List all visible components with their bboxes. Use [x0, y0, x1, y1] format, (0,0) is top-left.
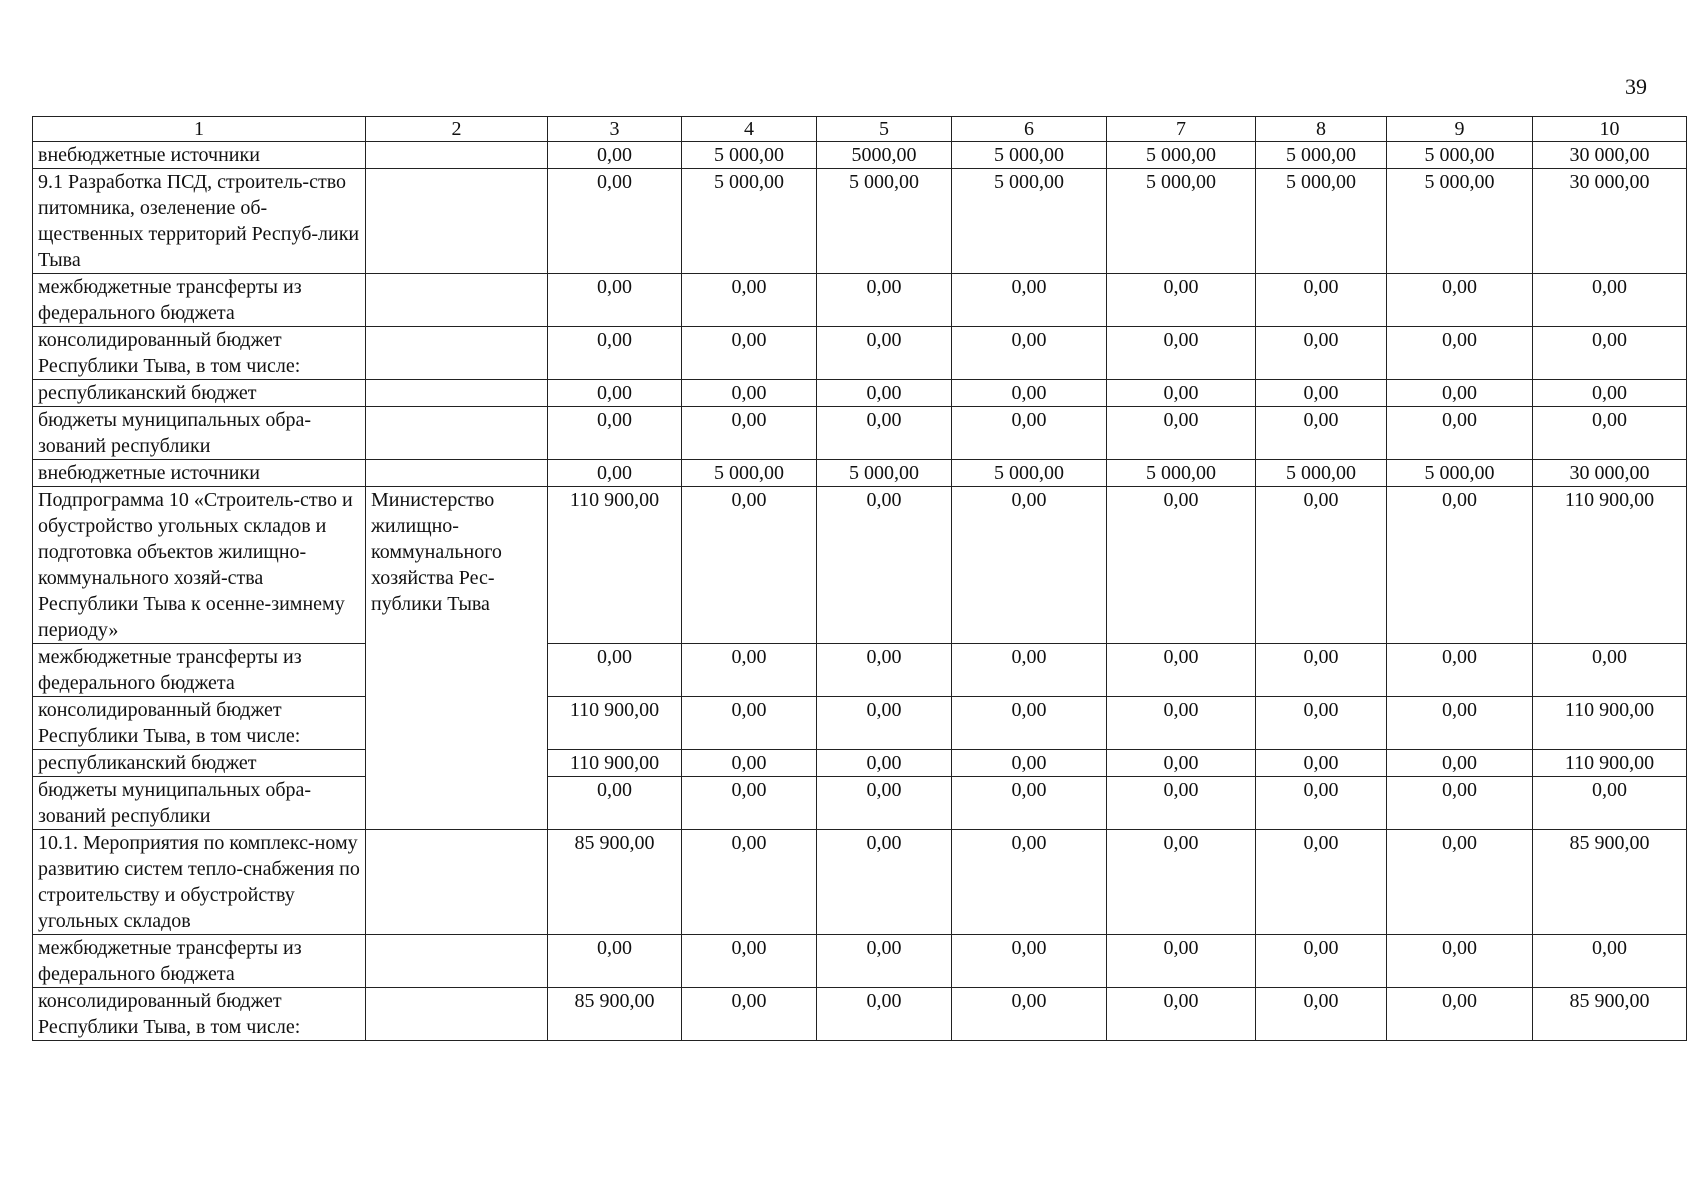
row-label: консолидированный бюджет Республики Тыва, в том числе:	[33, 988, 366, 1041]
value-cell: 0,00	[682, 644, 817, 697]
column-header: 9	[1387, 117, 1533, 142]
value-cell: 85 900,00	[1533, 988, 1687, 1041]
responsible-cell	[366, 169, 548, 274]
responsible-cell	[366, 274, 548, 327]
value-cell: 0,00	[1256, 750, 1387, 777]
value-cell: 110 900,00	[1533, 487, 1687, 644]
table-row	[33, 830, 1687, 935]
value-cell: 0,00	[1387, 327, 1533, 380]
value-cell: 0,00	[1107, 487, 1256, 644]
value-cell: 85 900,00	[548, 830, 682, 935]
row-label: консолидированный бюджет Республики Тыва, в том числе:	[33, 697, 366, 750]
table-row	[33, 644, 1687, 697]
value-cell: 0,00	[817, 935, 952, 988]
value-cell: 0,00	[1387, 487, 1533, 644]
responsible-cell	[366, 830, 548, 935]
table-row	[33, 380, 1687, 407]
value-cell: 0,00	[952, 777, 1107, 830]
value-cell: 0,00	[548, 644, 682, 697]
column-header: 1	[33, 117, 366, 142]
value-cell: 0,00	[682, 988, 817, 1041]
value-cell: 5 000,00	[1387, 460, 1533, 487]
value-cell: 0,00	[1107, 935, 1256, 988]
value-cell: 0,00	[1533, 274, 1687, 327]
value-cell: 0,00	[1533, 777, 1687, 830]
value-cell: 0,00	[817, 380, 952, 407]
value-cell: 0,00	[682, 327, 817, 380]
value-cell: 0,00	[952, 487, 1107, 644]
row-label: консолидированный бюджет Республики Тыва, в том числе:	[33, 327, 366, 380]
value-cell: 0,00	[548, 327, 682, 380]
value-cell: 0,00	[682, 407, 817, 460]
value-cell: 0,00	[548, 169, 682, 274]
value-cell: 5 000,00	[682, 169, 817, 274]
row-label: бюджеты муниципальных обра-зований республики	[33, 407, 366, 460]
value-cell: 0,00	[1387, 380, 1533, 407]
column-header: 2	[366, 117, 548, 142]
value-cell: 0,00	[1387, 644, 1533, 697]
table-row	[33, 750, 1687, 777]
value-cell: 0,00	[817, 487, 952, 644]
value-cell: 0,00	[952, 750, 1107, 777]
value-cell: 30 000,00	[1533, 460, 1687, 487]
table-row	[33, 169, 1687, 274]
value-cell: 5 000,00	[952, 142, 1107, 169]
value-cell: 110 900,00	[1533, 750, 1687, 777]
value-cell: 0,00	[1256, 380, 1387, 407]
value-cell: 0,00	[682, 697, 817, 750]
responsible-cell	[366, 380, 548, 407]
value-cell: 0,00	[1533, 380, 1687, 407]
value-cell: 0,00	[682, 750, 817, 777]
value-cell: 0,00	[817, 750, 952, 777]
value-cell: 0,00	[1387, 274, 1533, 327]
value-cell: 30 000,00	[1533, 142, 1687, 169]
value-cell: 0,00	[817, 274, 952, 327]
value-cell: 85 900,00	[1533, 830, 1687, 935]
value-cell: 0,00	[952, 935, 1107, 988]
value-cell: 0,00	[682, 830, 817, 935]
table-row	[33, 935, 1687, 988]
table-row	[33, 777, 1687, 830]
value-cell: 0,00	[952, 407, 1107, 460]
value-cell: 0,00	[1533, 644, 1687, 697]
value-cell: 0,00	[817, 407, 952, 460]
value-cell: 0,00	[1256, 935, 1387, 988]
value-cell: 0,00	[817, 697, 952, 750]
value-cell: 0,00	[1256, 274, 1387, 327]
value-cell: 0,00	[1107, 644, 1256, 697]
row-label: межбюджетные трансферты из федерального бюджета	[33, 644, 366, 697]
table-row	[33, 327, 1687, 380]
value-cell: 0,00	[1107, 777, 1256, 830]
row-label: бюджеты муниципальных обра-зований республики	[33, 777, 366, 830]
value-cell: 0,00	[1256, 988, 1387, 1041]
value-cell: 5 000,00	[1107, 460, 1256, 487]
value-cell: 0,00	[548, 460, 682, 487]
value-cell: 0,00	[1256, 487, 1387, 644]
column-number-row	[33, 117, 1687, 142]
budget-table	[32, 116, 1687, 1041]
value-cell: 0,00	[1256, 644, 1387, 697]
value-cell: 5 000,00	[682, 142, 817, 169]
value-cell: 5 000,00	[1256, 460, 1387, 487]
value-cell: 0,00	[1533, 407, 1687, 460]
value-cell: 0,00	[1107, 327, 1256, 380]
value-cell: 0,00	[952, 830, 1107, 935]
table-row	[33, 274, 1687, 327]
column-header: 8	[1256, 117, 1387, 142]
value-cell: 0,00	[1107, 380, 1256, 407]
value-cell: 0,00	[1107, 988, 1256, 1041]
value-cell: 0,00	[548, 380, 682, 407]
column-header: 6	[952, 117, 1107, 142]
row-label: 10.1. Мероприятия по комплекс-ному развитию систем тепло-снабжения по строительству и обустройству угольных складов	[33, 830, 366, 935]
value-cell: 0,00	[1107, 830, 1256, 935]
value-cell: 0,00	[1533, 935, 1687, 988]
value-cell: 5 000,00	[682, 460, 817, 487]
value-cell: 0,00	[548, 407, 682, 460]
column-header: 10	[1533, 117, 1687, 142]
row-label: межбюджетные трансферты из федерального бюджета	[33, 274, 366, 327]
value-cell: 110 900,00	[1533, 697, 1687, 750]
value-cell: 0,00	[548, 777, 682, 830]
table-row	[33, 142, 1687, 169]
value-cell: 5 000,00	[1256, 142, 1387, 169]
value-cell: 5 000,00	[1107, 169, 1256, 274]
responsible-cell	[366, 327, 548, 380]
row-label: межбюджетные трансферты из федерального бюджета	[33, 935, 366, 988]
value-cell: 5000,00	[817, 142, 952, 169]
value-cell: 0,00	[682, 777, 817, 830]
value-cell: 0,00	[952, 697, 1107, 750]
table-row	[33, 407, 1687, 460]
value-cell: 0,00	[952, 274, 1107, 327]
value-cell: 0,00	[817, 988, 952, 1041]
value-cell: 0,00	[548, 935, 682, 988]
value-cell: 0,00	[548, 142, 682, 169]
value-cell: 0,00	[548, 274, 682, 327]
value-cell: 5 000,00	[817, 169, 952, 274]
value-cell: 0,00	[1387, 697, 1533, 750]
responsible-cell	[366, 460, 548, 487]
value-cell: 0,00	[817, 644, 952, 697]
value-cell: 110 900,00	[548, 487, 682, 644]
row-label: 9.1 Разработка ПСД, строитель-ство питомника, озеленение об-щественных территорий Респуб-лики Тыва	[33, 169, 366, 274]
value-cell: 0,00	[682, 487, 817, 644]
responsible-cell	[366, 935, 548, 988]
value-cell: 0,00	[1256, 697, 1387, 750]
value-cell: 0,00	[1387, 988, 1533, 1041]
value-cell: 5 000,00	[1107, 142, 1256, 169]
value-cell: 0,00	[1256, 830, 1387, 935]
row-label: Подпрограмма 10 «Строитель-ство и обустройство угольных складов и подготовка объектов жилищно-коммунального хозяй-ства Республики Тыва к осенне-зимнему периоду»	[33, 487, 366, 644]
value-cell: 0,00	[1387, 830, 1533, 935]
value-cell: 0,00	[952, 644, 1107, 697]
value-cell: 0,00	[1256, 407, 1387, 460]
value-cell: 0,00	[682, 274, 817, 327]
table-row	[33, 487, 1687, 644]
value-cell: 30 000,00	[1533, 169, 1687, 274]
value-cell: 0,00	[1387, 407, 1533, 460]
responsible-executor: Министерство жилищно-коммунального хозяйства Рес-публики Тыва	[366, 487, 548, 830]
responsible-cell	[366, 407, 548, 460]
value-cell: 0,00	[1256, 327, 1387, 380]
value-cell: 0,00	[682, 935, 817, 988]
value-cell: 5 000,00	[1387, 142, 1533, 169]
value-cell: 5 000,00	[952, 460, 1107, 487]
row-label: республиканский бюджет	[33, 380, 366, 407]
value-cell: 0,00	[817, 830, 952, 935]
value-cell: 0,00	[1256, 777, 1387, 830]
value-cell: 5 000,00	[1256, 169, 1387, 274]
column-header: 4	[682, 117, 817, 142]
table-row	[33, 988, 1687, 1041]
page-number: 39	[1625, 74, 1647, 99]
value-cell: 0,00	[682, 380, 817, 407]
value-cell: 0,00	[1107, 750, 1256, 777]
row-label: республиканский бюджет	[33, 750, 366, 777]
value-cell: 0,00	[952, 988, 1107, 1041]
value-cell: 0,00	[817, 777, 952, 830]
responsible-cell	[366, 142, 548, 169]
table-row	[33, 697, 1687, 750]
value-cell: 110 900,00	[548, 750, 682, 777]
value-cell: 0,00	[1533, 327, 1687, 380]
row-label: внебюджетные источники	[33, 460, 366, 487]
value-cell: 0,00	[1387, 750, 1533, 777]
value-cell: 0,00	[1107, 697, 1256, 750]
column-header: 3	[548, 117, 682, 142]
responsible-cell	[366, 988, 548, 1041]
column-header: 7	[1107, 117, 1256, 142]
value-cell: 5 000,00	[952, 169, 1107, 274]
value-cell: 0,00	[952, 327, 1107, 380]
value-cell: 0,00	[952, 380, 1107, 407]
value-cell: 0,00	[1387, 935, 1533, 988]
value-cell: 110 900,00	[548, 697, 682, 750]
value-cell: 0,00	[1107, 407, 1256, 460]
value-cell: 5 000,00	[817, 460, 952, 487]
value-cell: 0,00	[1387, 777, 1533, 830]
value-cell: 5 000,00	[1387, 169, 1533, 274]
table-row	[33, 460, 1687, 487]
value-cell: 85 900,00	[548, 988, 682, 1041]
value-cell: 0,00	[1107, 274, 1256, 327]
column-header: 5	[817, 117, 952, 142]
value-cell: 0,00	[817, 327, 952, 380]
row-label: внебюджетные источники	[33, 142, 366, 169]
